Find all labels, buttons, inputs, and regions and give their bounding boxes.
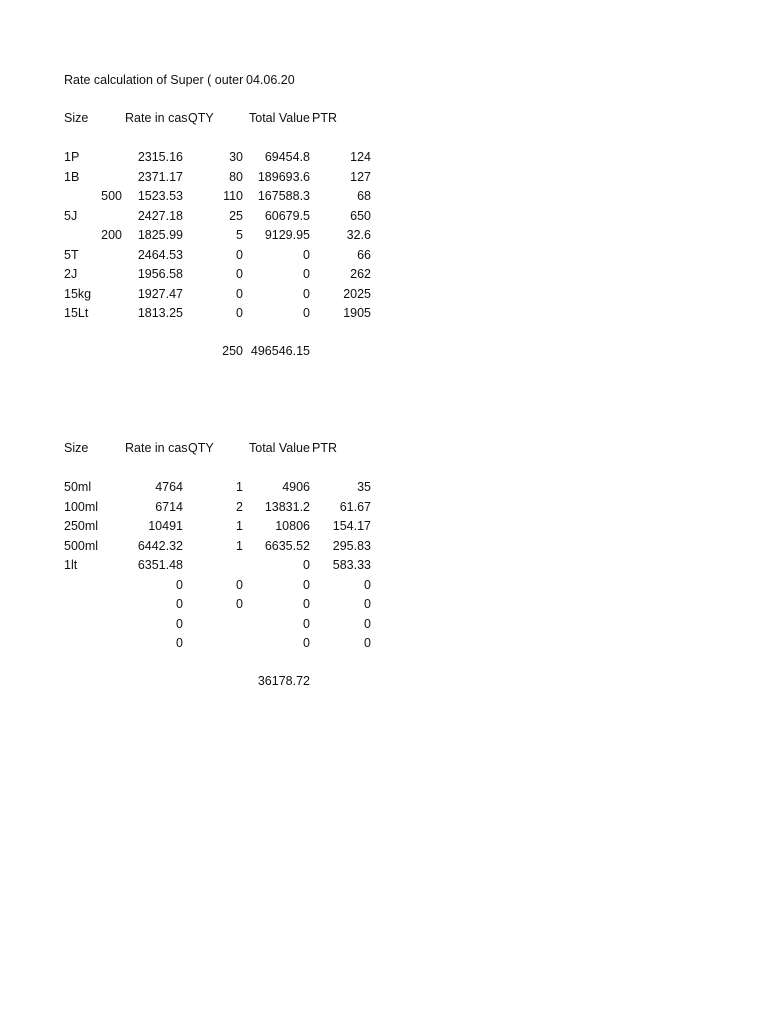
row-rate: 0 [176,636,183,650]
row-ptr: 124 [350,150,371,164]
table1-total-qty: 250 [222,344,243,358]
table2-header-rate: Rate in cas [125,441,188,455]
row-qty: 30 [229,150,243,164]
row-qty: 5 [236,228,243,242]
table1-header-rate: Rate in cas [125,111,188,125]
row-qty: 0 [236,597,243,611]
row-ptr: 295.83 [332,539,371,553]
row-rate: 0 [176,578,183,592]
row-ptr: 32.6 [346,228,371,242]
row-total: 0 [303,558,310,572]
table1-header-qty: QTY [188,111,214,125]
row-rate: 6351.48 [137,558,183,572]
row-size: 250ml [64,519,99,533]
row-ptr: 583.33 [332,558,371,572]
row-rate: 1927.47 [137,287,183,301]
row-total: 0 [303,287,310,301]
row-total: 189693.6 [257,170,310,184]
row-total: 0 [303,617,310,631]
row-ptr: 0 [364,636,371,650]
row-ptr: 0 [364,578,371,592]
row-qty: 25 [229,209,243,223]
row-size: 15Lt [64,306,89,320]
row-rate: 2427.18 [137,209,183,223]
row-rate: 6714 [155,500,183,514]
table2-total-value: 36178.72 [257,674,310,688]
table2-header-total: Total Value [249,441,310,455]
table2-header-size: Size [64,441,89,455]
row-qty: 1 [236,480,243,494]
row-qty: 0 [236,287,243,301]
row-qty: 0 [236,267,243,281]
row-ptr: 650 [350,209,371,223]
row-ptr: 0 [364,597,371,611]
row-ptr: 154.17 [332,519,371,533]
row-ptr: 127 [350,170,371,184]
row-total: 9129.95 [264,228,310,242]
row-qty: 1 [236,519,243,533]
row-sub-size: 200 [101,228,122,242]
row-ptr: 1905 [343,306,371,320]
table1-header-size: Size [64,111,89,125]
row-ptr: 0 [364,617,371,631]
row-total: 0 [303,306,310,320]
row-rate: 2371.17 [137,170,183,184]
row-qty: 80 [229,170,243,184]
row-size: 5T [64,248,79,262]
row-size: 500ml [64,539,99,553]
row-qty: 110 [223,189,243,203]
row-rate: 10491 [148,519,183,533]
row-qty: 0 [236,578,243,592]
row-size: 1lt [64,558,78,572]
row-total: 0 [303,578,310,592]
row-ptr: 66 [357,248,371,262]
row-total: 167588.3 [257,189,310,203]
row-total: 60679.5 [264,209,310,223]
row-rate: 0 [176,597,183,611]
row-rate: 0 [176,617,183,631]
table2-header-ptr: PTR [312,441,337,455]
row-qty: 2 [236,500,243,514]
row-rate: 1523.53 [137,189,183,203]
table2-header-qty: QTY [188,441,214,455]
row-ptr: 35 [357,480,371,494]
row-size: 1P [64,150,80,164]
row-rate: 1825.99 [137,228,183,242]
row-total: 0 [303,267,310,281]
row-total: 4906 [282,480,310,494]
row-rate: 4764 [155,480,183,494]
sheet-title: Rate calculation of Super ( outer [64,73,244,87]
row-rate: 2464.53 [137,248,183,262]
row-total: 0 [303,248,310,262]
row-total: 13831.2 [264,500,310,514]
row-ptr: 2025 [343,287,371,301]
table1-total-value: 496546.15 [250,344,310,358]
row-ptr: 61.67 [339,500,371,514]
row-rate: 2315.16 [137,150,183,164]
row-sub-size: 500 [101,189,122,203]
row-size: 2J [64,267,78,281]
row-ptr: 262 [350,267,371,281]
row-qty: 1 [236,539,243,553]
row-total: 0 [303,597,310,611]
sheet-date: 04.06.20 [246,73,295,87]
row-ptr: 68 [357,189,371,203]
row-total: 0 [303,636,310,650]
row-rate: 1956.58 [137,267,183,281]
row-size: 50ml [64,480,92,494]
row-total: 69454.8 [264,150,310,164]
row-rate: 1813.25 [137,306,183,320]
row-size: 15kg [64,287,92,301]
row-size: 1B [64,170,80,184]
table1-header-ptr: PTR [312,111,337,125]
row-total: 10806 [275,519,310,533]
row-size: 100ml [64,500,99,514]
row-qty: 0 [236,248,243,262]
row-size: 5J [64,209,78,223]
row-total: 6635.52 [264,539,310,553]
row-rate: 6442.32 [137,539,183,553]
table1-header-total: Total Value [249,111,310,125]
row-qty: 0 [236,306,243,320]
